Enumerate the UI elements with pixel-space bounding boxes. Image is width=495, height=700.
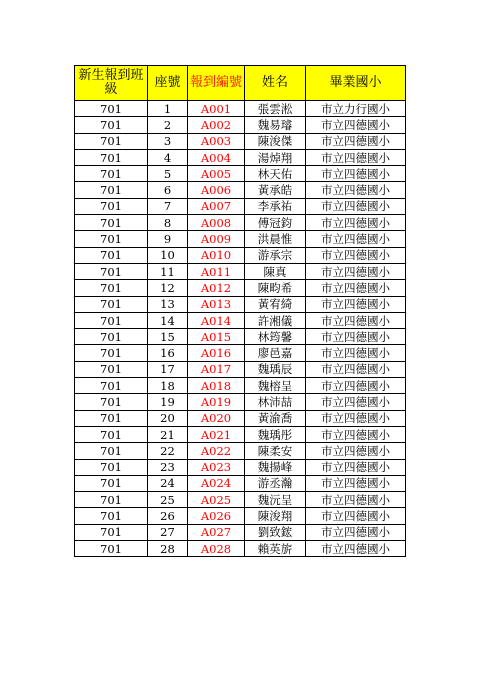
table-row — [75, 329, 406, 345]
cell-registration-id: A019 — [188, 394, 245, 410]
cell-class: 701 — [75, 133, 148, 149]
cell-seat: 20 — [148, 410, 188, 426]
cell-elementary-school: 市立四德國小 — [306, 296, 406, 312]
cell-seat: 24 — [148, 475, 188, 491]
cell-registration-id: A007 — [188, 198, 245, 214]
cell-class: 701 — [75, 263, 148, 279]
cell-registration-id: A023 — [188, 459, 245, 475]
table-row — [75, 410, 406, 426]
table-row — [75, 280, 406, 296]
cell-elementary-school: 市立四德國小 — [306, 426, 406, 442]
cell-elementary-school: 市立四德國小 — [306, 329, 406, 345]
cell-elementary-school: 市立四德國小 — [306, 198, 406, 214]
cell-seat: 16 — [148, 345, 188, 361]
cell-class: 701 — [75, 508, 148, 524]
cell-registration-id: A016 — [188, 345, 245, 361]
cell-registration-id: A025 — [188, 492, 245, 508]
cell-seat: 22 — [148, 443, 188, 459]
cell-seat: 26 — [148, 508, 188, 524]
table-row — [75, 133, 406, 149]
cell-name: 魏瑀彤 — [245, 426, 306, 442]
table-row — [75, 312, 406, 328]
cell-class: 701 — [75, 361, 148, 377]
table-row — [75, 117, 406, 133]
cell-elementary-school: 市立四德國小 — [306, 410, 406, 426]
cell-name: 林筠馨 — [245, 329, 306, 345]
cell-seat: 1 — [148, 101, 188, 117]
cell-seat: 8 — [148, 215, 188, 231]
cell-name: 魏沅呈 — [245, 492, 306, 508]
cell-name: 陳柔安 — [245, 443, 306, 459]
cell-seat: 12 — [148, 280, 188, 296]
table-row — [75, 345, 406, 361]
cell-registration-id: A028 — [188, 541, 245, 557]
cell-class: 701 — [75, 329, 148, 345]
cell-class: 701 — [75, 166, 148, 182]
table-row — [75, 475, 406, 491]
cell-class: 701 — [75, 378, 148, 394]
cell-registration-id: A003 — [188, 133, 245, 149]
cell-elementary-school: 市立四德國小 — [306, 378, 406, 394]
cell-seat: 6 — [148, 182, 188, 198]
cell-class: 701 — [75, 280, 148, 296]
cell-registration-id: A009 — [188, 231, 245, 247]
cell-class: 701 — [75, 117, 148, 133]
cell-name: 游承宗 — [245, 247, 306, 263]
cell-registration-id: A020 — [188, 410, 245, 426]
cell-seat: 13 — [148, 296, 188, 312]
cell-registration-id: A027 — [188, 524, 245, 540]
cell-name: 傅冠鈞 — [245, 215, 306, 231]
cell-elementary-school: 市立四德國小 — [306, 149, 406, 165]
cell-seat: 10 — [148, 247, 188, 263]
cell-seat: 27 — [148, 524, 188, 540]
cell-seat: 15 — [148, 329, 188, 345]
cell-class: 701 — [75, 198, 148, 214]
cell-name: 陳浚傑 — [245, 133, 306, 149]
cell-class: 701 — [75, 410, 148, 426]
table-row — [75, 101, 406, 117]
table-row — [75, 508, 406, 524]
cell-name: 魏揚峰 — [245, 459, 306, 475]
cell-class: 701 — [75, 231, 148, 247]
table-row — [75, 166, 406, 182]
table-row — [75, 394, 406, 410]
cell-elementary-school: 市立四德國小 — [306, 541, 406, 557]
table-row — [75, 149, 406, 165]
header-registration-id: 報到編號 — [188, 66, 245, 101]
cell-name: 黃承皓 — [245, 182, 306, 198]
cell-seat: 9 — [148, 231, 188, 247]
cell-name: 許湘儀 — [245, 312, 306, 328]
cell-registration-id: A005 — [188, 166, 245, 182]
cell-seat: 21 — [148, 426, 188, 442]
cell-seat: 28 — [148, 541, 188, 557]
cell-name: 魏榕呈 — [245, 378, 306, 394]
cell-registration-id: A012 — [188, 280, 245, 296]
table-row — [75, 182, 406, 198]
cell-registration-id: A014 — [188, 312, 245, 328]
table-row — [75, 215, 406, 231]
cell-class: 701 — [75, 459, 148, 475]
cell-registration-id: A013 — [188, 296, 245, 312]
cell-elementary-school: 市立四德國小 — [306, 524, 406, 540]
header-elementary-school: 畢業國小 — [306, 66, 406, 101]
cell-seat: 23 — [148, 459, 188, 475]
cell-registration-id: A015 — [188, 329, 245, 345]
cell-registration-id: A011 — [188, 263, 245, 279]
cell-seat: 25 — [148, 492, 188, 508]
cell-class: 701 — [75, 182, 148, 198]
cell-class: 701 — [75, 524, 148, 540]
cell-name: 廖邑嘉 — [245, 345, 306, 361]
cell-registration-id: A017 — [188, 361, 245, 377]
table-row — [75, 231, 406, 247]
cell-name: 林天佑 — [245, 166, 306, 182]
cell-registration-id: A001 — [188, 101, 245, 117]
cell-registration-id: A010 — [188, 247, 245, 263]
cell-seat: 4 — [148, 149, 188, 165]
cell-elementary-school: 市立四德國小 — [306, 459, 406, 475]
cell-class: 701 — [75, 296, 148, 312]
cell-class: 701 — [75, 492, 148, 508]
roster-body — [75, 101, 406, 557]
header-name: 姓名 — [245, 66, 306, 101]
cell-name: 林沛喆 — [245, 394, 306, 410]
cell-registration-id: A021 — [188, 426, 245, 442]
cell-seat: 2 — [148, 117, 188, 133]
cell-class: 701 — [75, 215, 148, 231]
cell-class: 701 — [75, 312, 148, 328]
cell-class: 701 — [75, 426, 148, 442]
cell-elementary-school: 市立四德國小 — [306, 361, 406, 377]
cell-class: 701 — [75, 541, 148, 557]
cell-name: 劉致鋐 — [245, 524, 306, 540]
table-row — [75, 524, 406, 540]
cell-name: 李承祐 — [245, 198, 306, 214]
table-row — [75, 541, 406, 557]
cell-elementary-school: 市立四德國小 — [306, 394, 406, 410]
cell-name: 游丞瀚 — [245, 475, 306, 491]
cell-elementary-school: 市立四德國小 — [306, 312, 406, 328]
cell-name: 黃宥綺 — [245, 296, 306, 312]
cell-name: 湯焯翔 — [245, 149, 306, 165]
cell-seat: 7 — [148, 198, 188, 214]
cell-elementary-school: 市立四德國小 — [306, 345, 406, 361]
cell-elementary-school: 市立四德國小 — [306, 492, 406, 508]
cell-seat: 11 — [148, 263, 188, 279]
cell-class: 701 — [75, 345, 148, 361]
cell-name: 魏易璿 — [245, 117, 306, 133]
cell-elementary-school: 市立力行國小 — [306, 101, 406, 117]
cell-name: 陳畇希 — [245, 280, 306, 296]
cell-registration-id: A022 — [188, 443, 245, 459]
cell-elementary-school: 市立四德國小 — [306, 475, 406, 491]
roster-header — [75, 66, 406, 101]
cell-name: 陳真 — [245, 263, 306, 279]
table-row — [75, 361, 406, 377]
cell-name: 黃渝喬 — [245, 410, 306, 426]
cell-class: 701 — [75, 443, 148, 459]
cell-seat: 17 — [148, 361, 188, 377]
cell-elementary-school: 市立四德國小 — [306, 443, 406, 459]
cell-elementary-school: 市立四德國小 — [306, 247, 406, 263]
cell-name: 張雲淞 — [245, 101, 306, 117]
cell-elementary-school: 市立四德國小 — [306, 166, 406, 182]
table-row — [75, 378, 406, 394]
header-seat: 座號 — [148, 66, 188, 101]
table-row — [75, 443, 406, 459]
cell-elementary-school: 市立四德國小 — [306, 508, 406, 524]
header-class: 新生報到班級 — [75, 66, 148, 101]
cell-elementary-school: 市立四德國小 — [306, 231, 406, 247]
cell-elementary-school: 市立四德國小 — [306, 133, 406, 149]
cell-registration-id: A002 — [188, 117, 245, 133]
cell-elementary-school: 市立四德國小 — [306, 117, 406, 133]
table-row — [75, 459, 406, 475]
cell-class: 701 — [75, 475, 148, 491]
cell-seat: 5 — [148, 166, 188, 182]
cell-elementary-school: 市立四德國小 — [306, 215, 406, 231]
cell-elementary-school: 市立四德國小 — [306, 263, 406, 279]
cell-name: 陳浚翔 — [245, 508, 306, 524]
cell-class: 701 — [75, 394, 148, 410]
cell-elementary-school: 市立四德國小 — [306, 182, 406, 198]
cell-class: 701 — [75, 149, 148, 165]
table-row — [75, 247, 406, 263]
cell-name: 魏瑀辰 — [245, 361, 306, 377]
cell-registration-id: A024 — [188, 475, 245, 491]
table-row — [75, 426, 406, 442]
student-roster-table — [74, 65, 406, 557]
cell-class: 701 — [75, 247, 148, 263]
cell-registration-id: A018 — [188, 378, 245, 394]
cell-name: 洪晨惟 — [245, 231, 306, 247]
cell-seat: 19 — [148, 394, 188, 410]
cell-registration-id: A006 — [188, 182, 245, 198]
cell-elementary-school: 市立四德國小 — [306, 280, 406, 296]
cell-registration-id: A008 — [188, 215, 245, 231]
cell-registration-id: A004 — [188, 149, 245, 165]
table-row — [75, 492, 406, 508]
cell-registration-id: A026 — [188, 508, 245, 524]
cell-class: 701 — [75, 101, 148, 117]
header-row — [75, 66, 406, 101]
cell-seat: 18 — [148, 378, 188, 394]
table-row — [75, 263, 406, 279]
table-row — [75, 296, 406, 312]
table-row — [75, 198, 406, 214]
cell-seat: 14 — [148, 312, 188, 328]
cell-name: 賴英旂 — [245, 541, 306, 557]
cell-seat: 3 — [148, 133, 188, 149]
